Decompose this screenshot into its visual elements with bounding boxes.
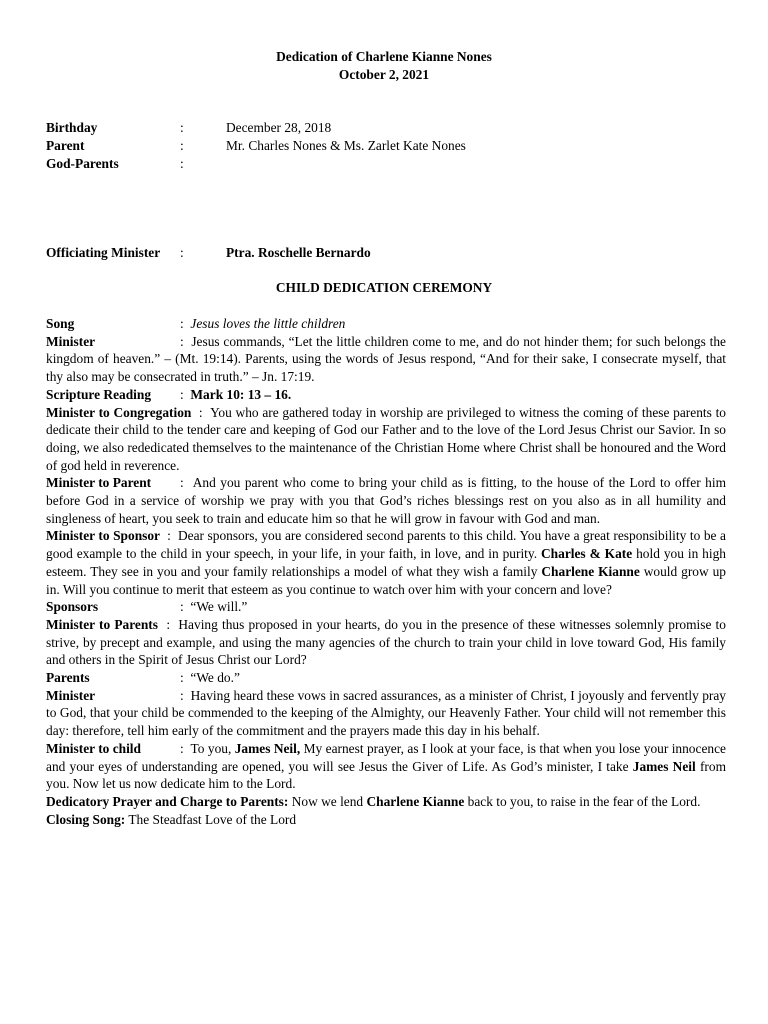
child-text-2: My earnest prayer, as I look at your face, is that when you lose your innocence and your eyes of understanding are opened, you will see Jesus the Giver of Life. As God’s minister, I take [46,740,726,774]
song-label: Song [46,316,75,331]
parents-resp-label: Parents [46,670,90,686]
song-line: Song : Jesus loves the little children [46,316,346,331]
sponsor-text: Dear sponsors, you are considered second parents to this child. You have a great responsibility to be a good example to the child in your speech, in your life, in your faith, in love, and in purity. [46,528,726,562]
child-text-3: from you. Now let us now dedicate him to the Lord. [46,758,726,792]
closing-text: The Steadfast Love of the Lord [128,811,297,827]
document-date: October 2, 2021 [338,67,430,82]
birthday-label: Birthday [46,120,98,135]
child-text-1: To you, [190,740,232,756]
parents-response-line: Parents : “We do.” [46,670,240,686]
birthday-value: December 28, 2018 [226,120,332,135]
parent-label: Parent [46,138,85,153]
parent-value: Mr. Charles Nones & Ms. Zarlet Kate Nones [226,138,466,153]
min-parent-text: And you parent who come to bring your child as is fitting, to the house of the Lord to offer him before God in a service of worship we pray with you that God’s riches blessings rest on you also as in all humility and singleness of heart, you seek to train and educate him so that he will grow in favour with God and man. [46,475,726,526]
child-name-1: James Neil, [234,740,301,756]
sponsor-label: Minister to Sponsor [46,528,160,544]
dedicatory-text-1: Now we lend [291,793,364,809]
dedicatory-paragraph [46,793,726,811]
officiating-row [46,244,726,262]
ceremony-heading: CHILD DEDICATION CEREMONY [275,280,493,295]
child-name-2: James Neil [632,758,696,774]
ceremony-body [46,315,726,828]
sponsors-label: Sponsors [46,599,99,615]
parents-paragraph: Minister to Parents : Having thus proposed in your hearts, do you in the presence of these witnesses solemnly promise to strive, by precept and example, and using the many agencies of the church to train your child in love toward God, His family and others in the Spirit of Jesus Christ our Lord? [46,616,726,668]
godparents-row [46,155,726,173]
dedicatory-label: Dedicatory Prayer and Charge to Parents: [46,793,289,809]
sponsors-text: “We will.” [190,599,248,615]
minister2-label: Minister [46,687,96,703]
child-label: Minister to child [46,740,141,756]
min-parents-text: Having thus proposed in your hearts, do you in the presence of these witnesses solemnly promise to strive, by precept and example, and using the many agencies of the church to train your child in love toward God, His family and others in the Spirit of Jesus Christ our Lord? [46,616,726,668]
child-paragraph: Minister to child : To you, James Neil, My earnest prayer, as I look at your face, is that when you lose your innocence and your eyes of understanding are opened, you will see Jesus the Giver of Life. As God’s minister, I take James Neil from you. Now let us now dedicate him to the Lord. [46,740,726,792]
closing-label: Closing Song: [46,811,126,827]
godparents-colon: : [180,156,184,171]
scripture-value: Mark 10: 13 – 16. [190,386,292,402]
ck-text-1: hold you in high esteem. They see in you and your family relationships a model of what they wish a family [46,546,726,579]
birthday-colon: : [180,120,184,135]
dedicatory-name: Charlene Kianne [366,793,465,809]
congregation-text: You who are gathered today in worship are privileged to witness the coming of these parents to dedicate their child to the tender care and keeping of God our Father and to the love of the Lord Jesus Christ our Savior. In so doing, we also rededicated themselves to the maintenance of the Christian Home where Christ shall be honoured and the Word of god held in reverence. [46,404,726,473]
scripture-label: Scripture Reading [46,386,152,402]
parent-colon: : [180,138,184,153]
officiating-colon: : [180,245,184,260]
minister-paragraph-2: Minister : Having heard these vows in sacred assurances, as a minister of Christ, I joyously and fervently pray to God, that your child be commended to the keeping of the Almighty, our Heavenly Father. Your child will not remember this day: therefore, tell him early of the commitment and the prayers made this day in his behalf. [46,687,726,739]
song-value: Jesus loves the little children [190,316,346,331]
min-parents-label: Minister to Parents [46,616,158,632]
minister1-label: Minister [46,333,96,349]
godparents-label: God-Parents [46,156,119,171]
congregation-label: Minister to Congregation [46,404,192,420]
dedicatory-text-2: back to you, to raise in the fear of the Lord. [467,793,701,809]
birthday-row [46,119,726,137]
ck-child-name: Charlene Kianne [541,563,640,579]
minister1-text: Jesus commands, “Let the little children come to me, and do not hinder them; for such belongs the kingdom of heaven.” – (Mt. 19:14). Parents, using the words of Jesus respond, “And for their sake, I consecrate myself, that thy also may be consecrated in truth.” – Jn. 17:19. [46,333,726,385]
sponsors-line: Sponsors : “We will.” [46,599,248,615]
ck-text-2: would grow up in. Will you continue to merit that esteem as you continue to watch over him with your concern and love? [46,563,726,597]
minister2-text: Having heard these vows in sacred assurances, as a minister of Christ, I joyously and fervently pray to God, that your child be commended to the keeping of the Almighty, our Heavenly Father. Your child will not remember this day: therefore, tell him early of the commitment and the prayers made this day in his behalf. [46,687,726,739]
min-parent-label: Minister to Parent [46,475,152,491]
closing-line [46,811,726,829]
parent-paragraph: Minister to Parent : And you parent who come to bring your child as is fitting, to the house of the Lord to offer him before God in a service of worship we pray with you that God’s riches blessings rest on you also as in all humility and singleness of heart, you seek to train and educate him so that he will grow in favour with God and man. [46,475,726,526]
congregation-paragraph: Minister to Congregation : You who are gathered today in worship are privileged to witness the coming of these parents to dedicate their child to the tender care and keeping of God our Father and to the love of the Lord Jesus Christ our Savior. In so doing, we also rededicated themselves to the maintenance of the Christian Home where Christ shall be honoured and the Word of god held in reverence. [46,404,726,473]
sponsor-paragraph: Minister to Sponsor : Dear sponsors, you are considered second parents to this child. You have a great responsibility to be a good example to the child in your speech, in your life, in your faith, in love, and in purity. Charles & Kate hold you in high esteem. They see in you and your family relationships a model of what they wish a family Charlene Kianne would grow up in. Will you continue to merit that esteem as you continue to watch over him with your concern and love? [46,528,726,597]
minister-paragraph-1: Minister : Jesus commands, “Let the little children come to me, and do not hinder them; for such belongs the kingdom of heaven.” – (Mt. 19:14). Parents, using the words of Jesus respond, “And for their sake, I consecrate myself, that thy also may be consecrated in truth.” – Jn. 17:19. [46,333,726,385]
officiating-value: Ptra. Roschelle Bernardo [226,245,371,260]
document-title: Dedication of Charlene Kianne Nones [276,49,492,64]
officiating-label: Officiating Minister [46,245,161,260]
parent-row [46,137,726,155]
scripture-line: Scripture Reading : Mark 10: 13 – 16. [46,386,292,402]
ck-name: Charles & Kate [541,546,633,562]
parents-resp-text: “We do.” [190,670,240,686]
